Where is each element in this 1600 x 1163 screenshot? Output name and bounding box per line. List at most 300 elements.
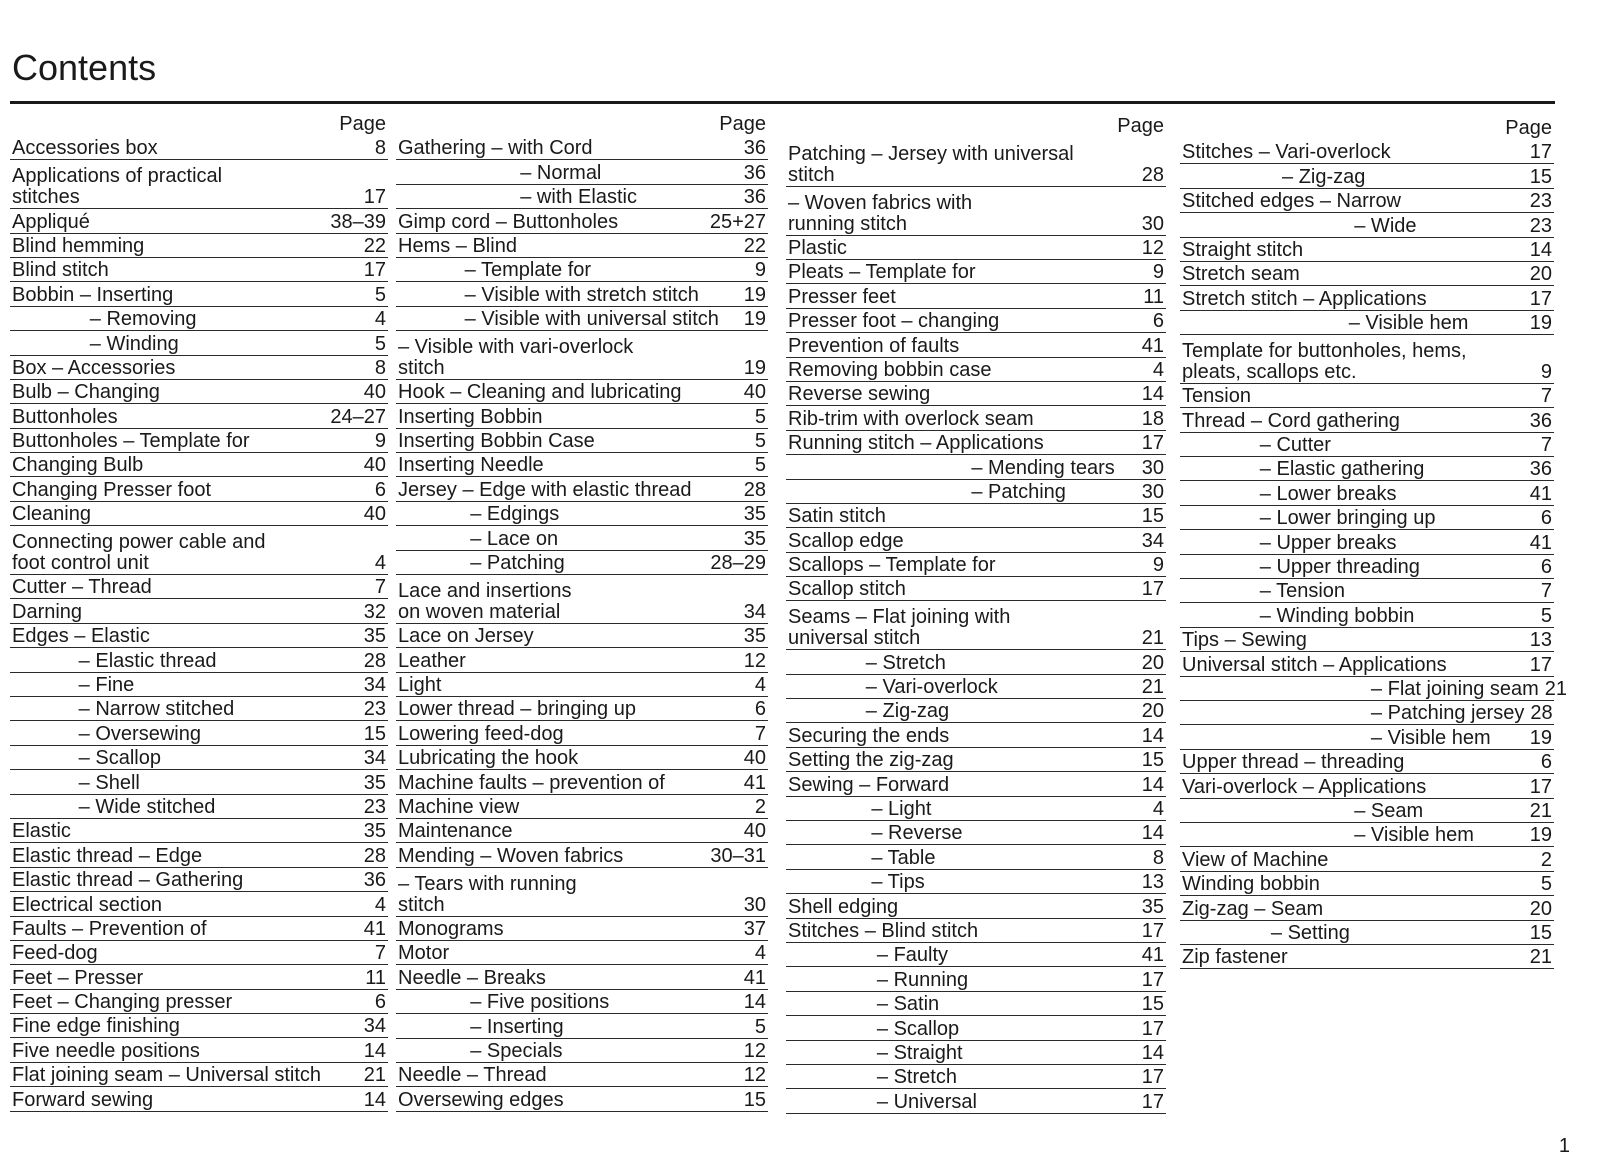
index-entry xyxy=(1180,286,1554,310)
entry-label: Bulb – Changing xyxy=(12,381,160,404)
entry-page: 21 xyxy=(1529,799,1552,822)
entry-label: – Visible hem xyxy=(1182,312,1469,335)
entry-label: – Visible with vari-overlock stitch xyxy=(398,335,634,379)
entry-label: – Oversewing xyxy=(12,722,201,745)
entry-label: Lace on Jersey xyxy=(398,625,534,648)
entry-page: 28–29 xyxy=(710,552,766,575)
index-entry xyxy=(396,1039,768,1063)
entry-label: – Wide xyxy=(1182,214,1417,237)
index-entry xyxy=(10,624,388,648)
index-entry xyxy=(786,1065,1166,1089)
entry-page: 6 xyxy=(1540,751,1552,774)
index-entry xyxy=(786,528,1166,552)
index-entry xyxy=(10,453,388,477)
entry-page: 40 xyxy=(743,820,766,843)
entry-label: Blind stitch xyxy=(12,259,109,282)
entry-page: 40 xyxy=(363,454,386,477)
entry-label: Shell edging xyxy=(788,895,899,918)
index-entry xyxy=(786,699,1166,723)
entry-label: Removing bobbin case xyxy=(788,358,992,381)
entry-label: Flat joining seam – Universal stitch xyxy=(12,1064,322,1087)
entry-page: 32 xyxy=(363,600,386,623)
entry-label: – Universal xyxy=(788,1090,977,1113)
entry-label: – Specials xyxy=(398,1039,563,1062)
entry-page: 15 xyxy=(363,722,386,745)
entry-label: Fine edge finishing xyxy=(12,1015,180,1038)
index-entry xyxy=(1180,701,1554,725)
entry-page: 41 xyxy=(363,917,386,940)
entry-page: 4 xyxy=(1152,797,1164,820)
index-entry xyxy=(396,234,768,258)
entry-page: 6 xyxy=(1540,556,1552,579)
entry-page: 13 xyxy=(1529,629,1552,652)
entry-page: 5 xyxy=(754,1015,766,1038)
entry-page: 34 xyxy=(743,600,766,623)
entry-label: Scallop stitch xyxy=(788,578,906,601)
entry-page: 35 xyxy=(743,503,766,526)
entry-label: – Five positions xyxy=(398,991,610,1014)
entry-label: Gathering – with Cord xyxy=(398,137,593,160)
index-entry xyxy=(1180,238,1554,262)
entry-page: 17 xyxy=(1529,775,1552,798)
entry-label: – Satin xyxy=(788,993,940,1016)
entry-page: 35 xyxy=(1141,895,1164,918)
index-entry xyxy=(786,284,1166,308)
entry-page: 21 xyxy=(1529,946,1552,969)
index-entry xyxy=(1180,652,1554,676)
index-entry xyxy=(786,577,1166,601)
entry-label: Oversewing edges xyxy=(398,1088,564,1111)
entry-label: Stitched edges – Narrow xyxy=(1182,190,1402,213)
index-entry xyxy=(10,575,388,599)
entry-page: 21 xyxy=(363,1064,386,1087)
index-entry xyxy=(10,648,388,672)
entry-label: Presser foot – changing xyxy=(788,310,1000,333)
entry-page: 36 xyxy=(743,137,766,160)
entry-label: – Light xyxy=(788,797,932,820)
entry-label: Straight stitch xyxy=(1182,238,1304,261)
entry-page: 9 xyxy=(1152,554,1164,577)
entry-label: – Visible hem xyxy=(1182,824,1474,847)
entry-label: – Lower bringing up xyxy=(1182,507,1436,530)
entry-label: – Cutter xyxy=(1182,434,1331,457)
entry-page: 20 xyxy=(1529,263,1552,286)
entry-page: 15 xyxy=(1529,165,1552,188)
entry-label: Leather xyxy=(398,649,466,672)
index-entry xyxy=(786,919,1166,943)
entry-label: – Upper breaks xyxy=(1182,531,1397,554)
entry-page: 9 xyxy=(1152,261,1164,284)
index-entry xyxy=(1180,896,1554,920)
entry-page: 9 xyxy=(374,430,386,453)
index-column-4 xyxy=(1180,108,1568,969)
index-entry xyxy=(396,502,768,526)
entry-label: Electrical section xyxy=(12,893,163,916)
entry-label: – Elastic gathering xyxy=(1182,458,1425,481)
entry-label: Hook – Cleaning and lubricating xyxy=(398,381,682,404)
index-entry xyxy=(10,1014,388,1038)
entry-label: Cleaning xyxy=(12,503,91,526)
entry-label: Tension xyxy=(1182,385,1251,408)
entry-page: 6 xyxy=(374,478,386,501)
entry-page: 41 xyxy=(1141,944,1164,967)
index-entry xyxy=(786,675,1166,699)
entry-label: – Mending tears xyxy=(788,456,1115,479)
entry-page: 14 xyxy=(1141,773,1164,796)
entry-label: Running stitch – Applications xyxy=(788,432,1044,455)
entry-page: 40 xyxy=(743,747,766,770)
index-entry xyxy=(10,795,388,819)
entry-label: Satin stitch xyxy=(788,505,886,528)
entry-page: 18 xyxy=(1141,407,1164,430)
entry-label: View of Machine xyxy=(1182,848,1329,871)
entry-page: 6 xyxy=(374,991,386,1014)
entry-page: 21 xyxy=(1544,678,1568,700)
index-entry xyxy=(10,770,388,794)
entry-page: 22 xyxy=(743,234,766,257)
entry-label: Appliqué xyxy=(12,210,90,233)
entry-page: 20 xyxy=(1529,897,1552,920)
index-entry xyxy=(396,1014,768,1038)
entry-page: 9 xyxy=(1540,360,1552,383)
entry-label: Inserting Needle xyxy=(398,454,544,477)
index-entry xyxy=(396,380,768,404)
index-entry xyxy=(1180,872,1554,896)
entry-page: 41 xyxy=(1529,531,1552,554)
entry-page: 12 xyxy=(743,1039,766,1062)
entry-page: 4 xyxy=(374,308,386,331)
index-entry xyxy=(396,648,768,672)
entry-page: 12 xyxy=(1141,236,1164,259)
index-entry xyxy=(10,1087,388,1111)
entry-label: – Scallop xyxy=(788,1017,960,1040)
entry-page: 7 xyxy=(1540,434,1552,457)
entry-page: 35 xyxy=(743,625,766,648)
entry-label: Sewing – Forward xyxy=(788,773,950,796)
entry-label: Lowering feed-dog xyxy=(398,722,564,745)
index-entry xyxy=(10,868,388,892)
entry-page: 14 xyxy=(1141,822,1164,845)
index-entry xyxy=(1180,750,1554,774)
index-entry xyxy=(1180,774,1554,798)
index-entry xyxy=(786,138,1166,187)
index-entry xyxy=(10,673,388,697)
entry-page: 17 xyxy=(1141,1017,1164,1040)
page-number: 1 xyxy=(1558,1135,1570,1157)
entry-page: 23 xyxy=(1529,214,1552,237)
entry-page: 14 xyxy=(1141,383,1164,406)
page-header: Page xyxy=(719,113,766,135)
entry-label: – Woven fabrics with running stitch xyxy=(788,191,973,235)
entry-label: – Tips xyxy=(788,871,925,894)
index-entry xyxy=(786,870,1166,894)
index-entry xyxy=(1180,555,1554,579)
index-entry xyxy=(1180,408,1554,432)
entry-page: 34 xyxy=(1141,529,1164,552)
index-entry xyxy=(786,967,1166,991)
index-entry xyxy=(786,333,1166,357)
entry-page: 25+27 xyxy=(709,210,766,233)
index-entry xyxy=(1180,433,1554,457)
entry-page: 30 xyxy=(743,893,766,916)
index-entry xyxy=(10,356,388,380)
entry-label: Zig-zag – Seam xyxy=(1182,897,1324,920)
index-entry xyxy=(1180,799,1554,823)
entry-label: Feet – Changing presser xyxy=(12,991,233,1014)
entry-label: Lace and insertions on woven material xyxy=(398,579,572,623)
entry-page: 15 xyxy=(743,1088,766,1111)
entry-page: 17 xyxy=(1529,287,1552,310)
entry-page: 41 xyxy=(1141,334,1164,357)
entry-label: – Seam xyxy=(1182,799,1424,822)
index-entry xyxy=(396,990,768,1014)
entry-label: Feed-dog xyxy=(12,942,98,965)
index-entry xyxy=(10,746,388,770)
entry-label: – Fine xyxy=(12,674,135,697)
entry-page: 17 xyxy=(1529,653,1552,676)
entry-label: Template for buttonholes, hems, pleats, scallops etc. xyxy=(1182,339,1467,383)
entry-page: 21 xyxy=(1141,676,1164,699)
entry-label: Hems – Blind xyxy=(398,234,517,257)
index-entry xyxy=(396,209,768,233)
entry-page: 38–39 xyxy=(330,210,386,233)
entry-label: Maintenance xyxy=(398,820,513,843)
index-entry xyxy=(786,821,1166,845)
index-entry xyxy=(10,282,388,306)
index-entry xyxy=(1180,847,1554,871)
entry-page: 13 xyxy=(1141,871,1164,894)
entry-label: – Stretch xyxy=(788,651,946,674)
entry-page: 15 xyxy=(1529,921,1552,944)
entry-label: Upper thread – threading xyxy=(1182,751,1405,774)
index-entry xyxy=(786,260,1166,284)
entry-label: Buttonholes xyxy=(12,405,118,428)
index-entry xyxy=(396,453,768,477)
entry-label: Winding bobbin xyxy=(1182,873,1320,896)
index-entry xyxy=(1180,311,1554,335)
index-entry xyxy=(396,1087,768,1111)
index-entry xyxy=(10,258,388,282)
entry-label: Light xyxy=(398,674,442,697)
index-entry xyxy=(786,382,1166,406)
entry-label: Gimp cord – Buttonholes xyxy=(398,210,619,233)
entry-page: 5 xyxy=(374,283,386,306)
index-entry xyxy=(396,673,768,697)
entry-page: 15 xyxy=(1141,749,1164,772)
index-entry xyxy=(786,992,1166,1016)
index-entry xyxy=(786,358,1166,382)
entry-label: Universal stitch – Applications xyxy=(1182,653,1447,676)
index-entry xyxy=(10,380,388,404)
entry-page: 17 xyxy=(1141,968,1164,991)
index-entry xyxy=(396,843,768,867)
entry-page: 9 xyxy=(754,259,766,282)
entry-page: 19 xyxy=(743,308,766,331)
index-entry xyxy=(1180,823,1554,847)
entry-label: – Reverse xyxy=(788,822,963,845)
entry-label: – Shell xyxy=(12,771,140,794)
entry-label: – Running xyxy=(788,968,969,991)
index-entry xyxy=(10,990,388,1014)
index-entry xyxy=(1180,164,1554,188)
entry-label: Reverse sewing xyxy=(788,383,931,406)
entry-label: – Straight xyxy=(788,1041,963,1064)
entry-page: 19 xyxy=(1529,726,1552,749)
entry-label: Prevention of faults xyxy=(788,334,960,357)
index-entry xyxy=(1180,213,1554,237)
index-entry xyxy=(10,599,388,623)
entry-page: 30–31 xyxy=(710,844,766,867)
index-entry xyxy=(10,136,388,160)
entry-page: 8 xyxy=(374,356,386,379)
index-entry xyxy=(786,455,1166,479)
index-entry xyxy=(1180,603,1554,627)
entry-page: 24–27 xyxy=(330,405,386,428)
entry-page: 15 xyxy=(1141,505,1164,528)
index-entry xyxy=(396,160,768,184)
entry-page: 8 xyxy=(1152,846,1164,869)
entry-page: 35 xyxy=(363,625,386,648)
index-entry xyxy=(1180,945,1554,969)
index-entry xyxy=(786,187,1166,236)
entry-label: – Zig-zag xyxy=(788,700,950,723)
index-entry xyxy=(786,504,1166,528)
entry-page: 40 xyxy=(743,381,766,404)
index-entry xyxy=(786,1016,1166,1040)
index-entry xyxy=(396,1063,768,1087)
entry-page: 21 xyxy=(1141,627,1164,650)
index-entry xyxy=(786,772,1166,796)
entry-page: 8 xyxy=(374,137,386,160)
index-column-2 xyxy=(396,104,768,1112)
entry-page: 4 xyxy=(754,942,766,965)
entry-page: 17 xyxy=(1141,578,1164,601)
index-entry xyxy=(10,209,388,233)
index-entry xyxy=(396,331,768,380)
index-entry xyxy=(396,697,768,721)
entry-label: – Winding xyxy=(12,332,179,355)
entry-label: Vari-overlock – Applications xyxy=(1182,775,1427,798)
index-entry xyxy=(786,406,1166,430)
index-entry xyxy=(10,502,388,526)
entry-page: 36 xyxy=(363,869,386,892)
index-entry xyxy=(786,480,1166,504)
entry-page: 36 xyxy=(743,186,766,209)
entry-page: 34 xyxy=(363,747,386,770)
index-entry xyxy=(396,477,768,501)
entry-page: 17 xyxy=(363,259,386,282)
entry-label: – Flat joining seam xyxy=(1182,678,1539,700)
index-entry xyxy=(786,797,1166,821)
entry-label: Pleats – Template for xyxy=(788,261,976,284)
entry-label: Needle – Thread xyxy=(398,1064,547,1087)
entry-page: 7 xyxy=(1540,580,1552,603)
entry-label: – Stretch xyxy=(788,1066,957,1089)
entry-label: Cutter – Thread xyxy=(12,576,152,599)
index-entry xyxy=(396,746,768,770)
entry-label: Faults – Prevention of xyxy=(12,917,207,940)
entry-label: Feet – Presser xyxy=(12,966,144,989)
index-entry xyxy=(10,965,388,989)
index-entry xyxy=(396,258,768,282)
entry-label: Bobbin – Inserting xyxy=(12,283,174,306)
entry-page: 36 xyxy=(1529,458,1552,481)
entry-label: Machine faults – prevention of xyxy=(398,771,665,794)
entry-label: Setting the zig-zag xyxy=(788,749,954,772)
entry-label: Changing Presser foot xyxy=(12,478,212,501)
entry-label: – Tension xyxy=(1182,580,1346,603)
entry-page: 28 xyxy=(1141,163,1164,186)
entry-label: – Scallop xyxy=(12,747,161,770)
entry-label: – Template for xyxy=(398,259,592,282)
entry-page: 4 xyxy=(1152,358,1164,381)
entry-page: 40 xyxy=(363,503,386,526)
entry-page: 28 xyxy=(363,844,386,867)
page-header: Page xyxy=(1117,115,1164,137)
entry-page: 5 xyxy=(1540,873,1552,896)
entry-label: – Lace on xyxy=(398,527,559,550)
entry-page: 14 xyxy=(1529,238,1552,261)
index-entry xyxy=(396,965,768,989)
entry-page: 5 xyxy=(754,430,766,453)
entry-page: 7 xyxy=(374,942,386,965)
entry-label: Accessories box xyxy=(12,137,158,160)
entry-label: Tips – Sewing xyxy=(1182,629,1307,652)
index-entry xyxy=(1180,457,1554,481)
entry-page: 19 xyxy=(743,356,766,379)
entry-page: 15 xyxy=(1141,993,1164,1016)
index-entry xyxy=(1180,579,1554,603)
entry-label: – Visible hem xyxy=(1182,726,1491,749)
entry-label: Monograms xyxy=(398,917,504,940)
entry-page: 6 xyxy=(1152,310,1164,333)
index-entry xyxy=(10,526,388,575)
entry-page: 23 xyxy=(363,795,386,818)
index-entry xyxy=(1180,677,1568,701)
entry-page: 7 xyxy=(374,576,386,599)
entry-label: Plastic xyxy=(788,236,847,259)
entry-label: – Patching xyxy=(398,552,565,575)
index-entry xyxy=(786,601,1166,650)
index-entry xyxy=(396,795,768,819)
index-entry xyxy=(1180,262,1554,286)
entry-page: 35 xyxy=(363,820,386,843)
entry-label: Changing Bulb xyxy=(12,454,144,477)
entry-page: 14 xyxy=(1141,1041,1164,1064)
index-entry xyxy=(396,941,768,965)
entry-page: 23 xyxy=(1529,190,1552,213)
entry-page: 6 xyxy=(1540,507,1552,530)
index-entry xyxy=(10,892,388,916)
index-entry xyxy=(396,526,768,550)
index-entry xyxy=(396,282,768,306)
entry-page: 35 xyxy=(363,771,386,794)
entry-label: Lubricating the hook xyxy=(398,747,579,770)
entry-page: 34 xyxy=(363,674,386,697)
entry-label: – with Elastic xyxy=(398,186,637,209)
entry-label: – Normal xyxy=(398,161,602,184)
entry-label: – Visible with stretch stitch xyxy=(398,283,699,306)
entry-page: 19 xyxy=(1529,824,1552,847)
entry-label: – Narrow stitched xyxy=(12,698,235,721)
entry-page: 5 xyxy=(754,405,766,428)
entry-page: 19 xyxy=(743,283,766,306)
entry-page: 23 xyxy=(363,698,386,721)
index-entry xyxy=(1180,628,1554,652)
entry-page: 17 xyxy=(1141,432,1164,455)
page-header: Page xyxy=(1505,117,1552,139)
index-entry xyxy=(396,185,768,209)
